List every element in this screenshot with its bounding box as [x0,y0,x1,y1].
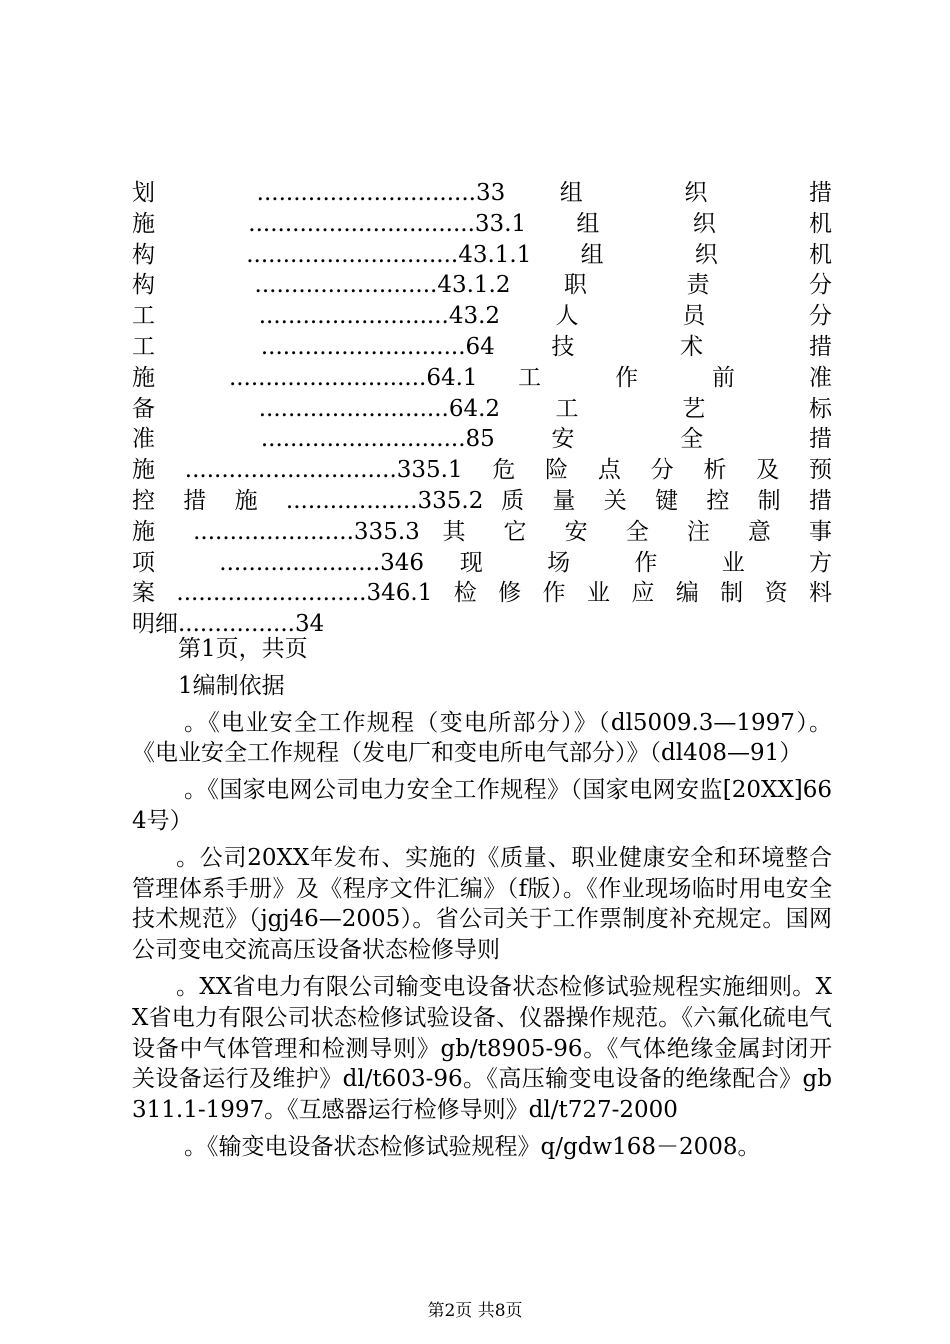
paragraph: 。公司20XX年发布、实施的《质量、职业健康安全和环境整合管理体系手册》及《程序文件汇编》（f版）。《作业现场临时用电安全技术规范》（jgj46—2005）。省公司关于工作票制度补充规定。国网公司变电交流高压设备状态检修导则 [132,844,832,964]
page-footer: 第2页 共8页 [427,1301,523,1321]
toc-line: 准 ............................85 安 全 措 [132,426,832,453]
toc-line: 工 ..........................43.2 人 员 分 [132,303,832,330]
toc-line: 施 ...........................64.1 工 作 前 准 [132,364,832,391]
toc-line: 案..........................346.1检修作业应编制资料 [132,580,832,607]
toc-line: 明细................34 [132,611,325,638]
paragraph: 。《输变电设备状态检修试验规程》q/gdw168－2008。 [184,1133,761,1160]
toc-line: 工 ............................64 技 术 措 [132,333,832,360]
toc-line: 施.............................335.1危险点分析及预 [132,457,832,484]
document-body [132,634,832,1169]
section-heading: 1编制依据 [178,672,285,699]
toc-line: 备 ..........................64.2 工 艺 标 [132,395,832,422]
toc-line: 构 .............................43.1.1 组 织 机 [132,241,832,268]
toc-line: 控 措 施 ..................335.2 质 量 关 键 控 制 措 [132,487,832,514]
toc-line: 构 .........................43.1.2 职 责 分 [132,272,832,299]
paragraph: 。《国家电网公司电力安全工作规程》（国家电网安监[20XX]664号） [132,777,832,834]
toc-line: 划 ..............................33 组 织 措 [132,180,832,206]
paragraph: 。XX省电力有限公司输变电设备状态检修试验规程实施细则。XX省电力有限公司状态检修试验设备、仪器操作规范。《六氟化硫电气设备中气体管理和检测导则》gb/t8905-96。《气体绝缘金属封闭开关设备运行及维护》dl/t603-96。《高压输变电设备的绝缘配合》gb311.1-1997。《互感器运行检修导则》dl/t727-2000 [132,973,832,1124]
page-marker: 第1页，共页 [178,636,308,662]
table-of-contents [132,178,832,640]
toc-line: 施 ......................335.3 其 它 安 全 注 意 事 [132,518,832,545]
paragraph: 。《电业安全工作规程（变电所部分）》（dl5009.3—1997）。《电业安全工作规程（发电厂和变电所电气部分）》（dl408—91） [132,709,832,767]
toc-line: 项 ......................346 现 场 作 业 方 [132,549,832,576]
toc-line: 施 ...............................33.1 组 织 机 [132,210,832,237]
